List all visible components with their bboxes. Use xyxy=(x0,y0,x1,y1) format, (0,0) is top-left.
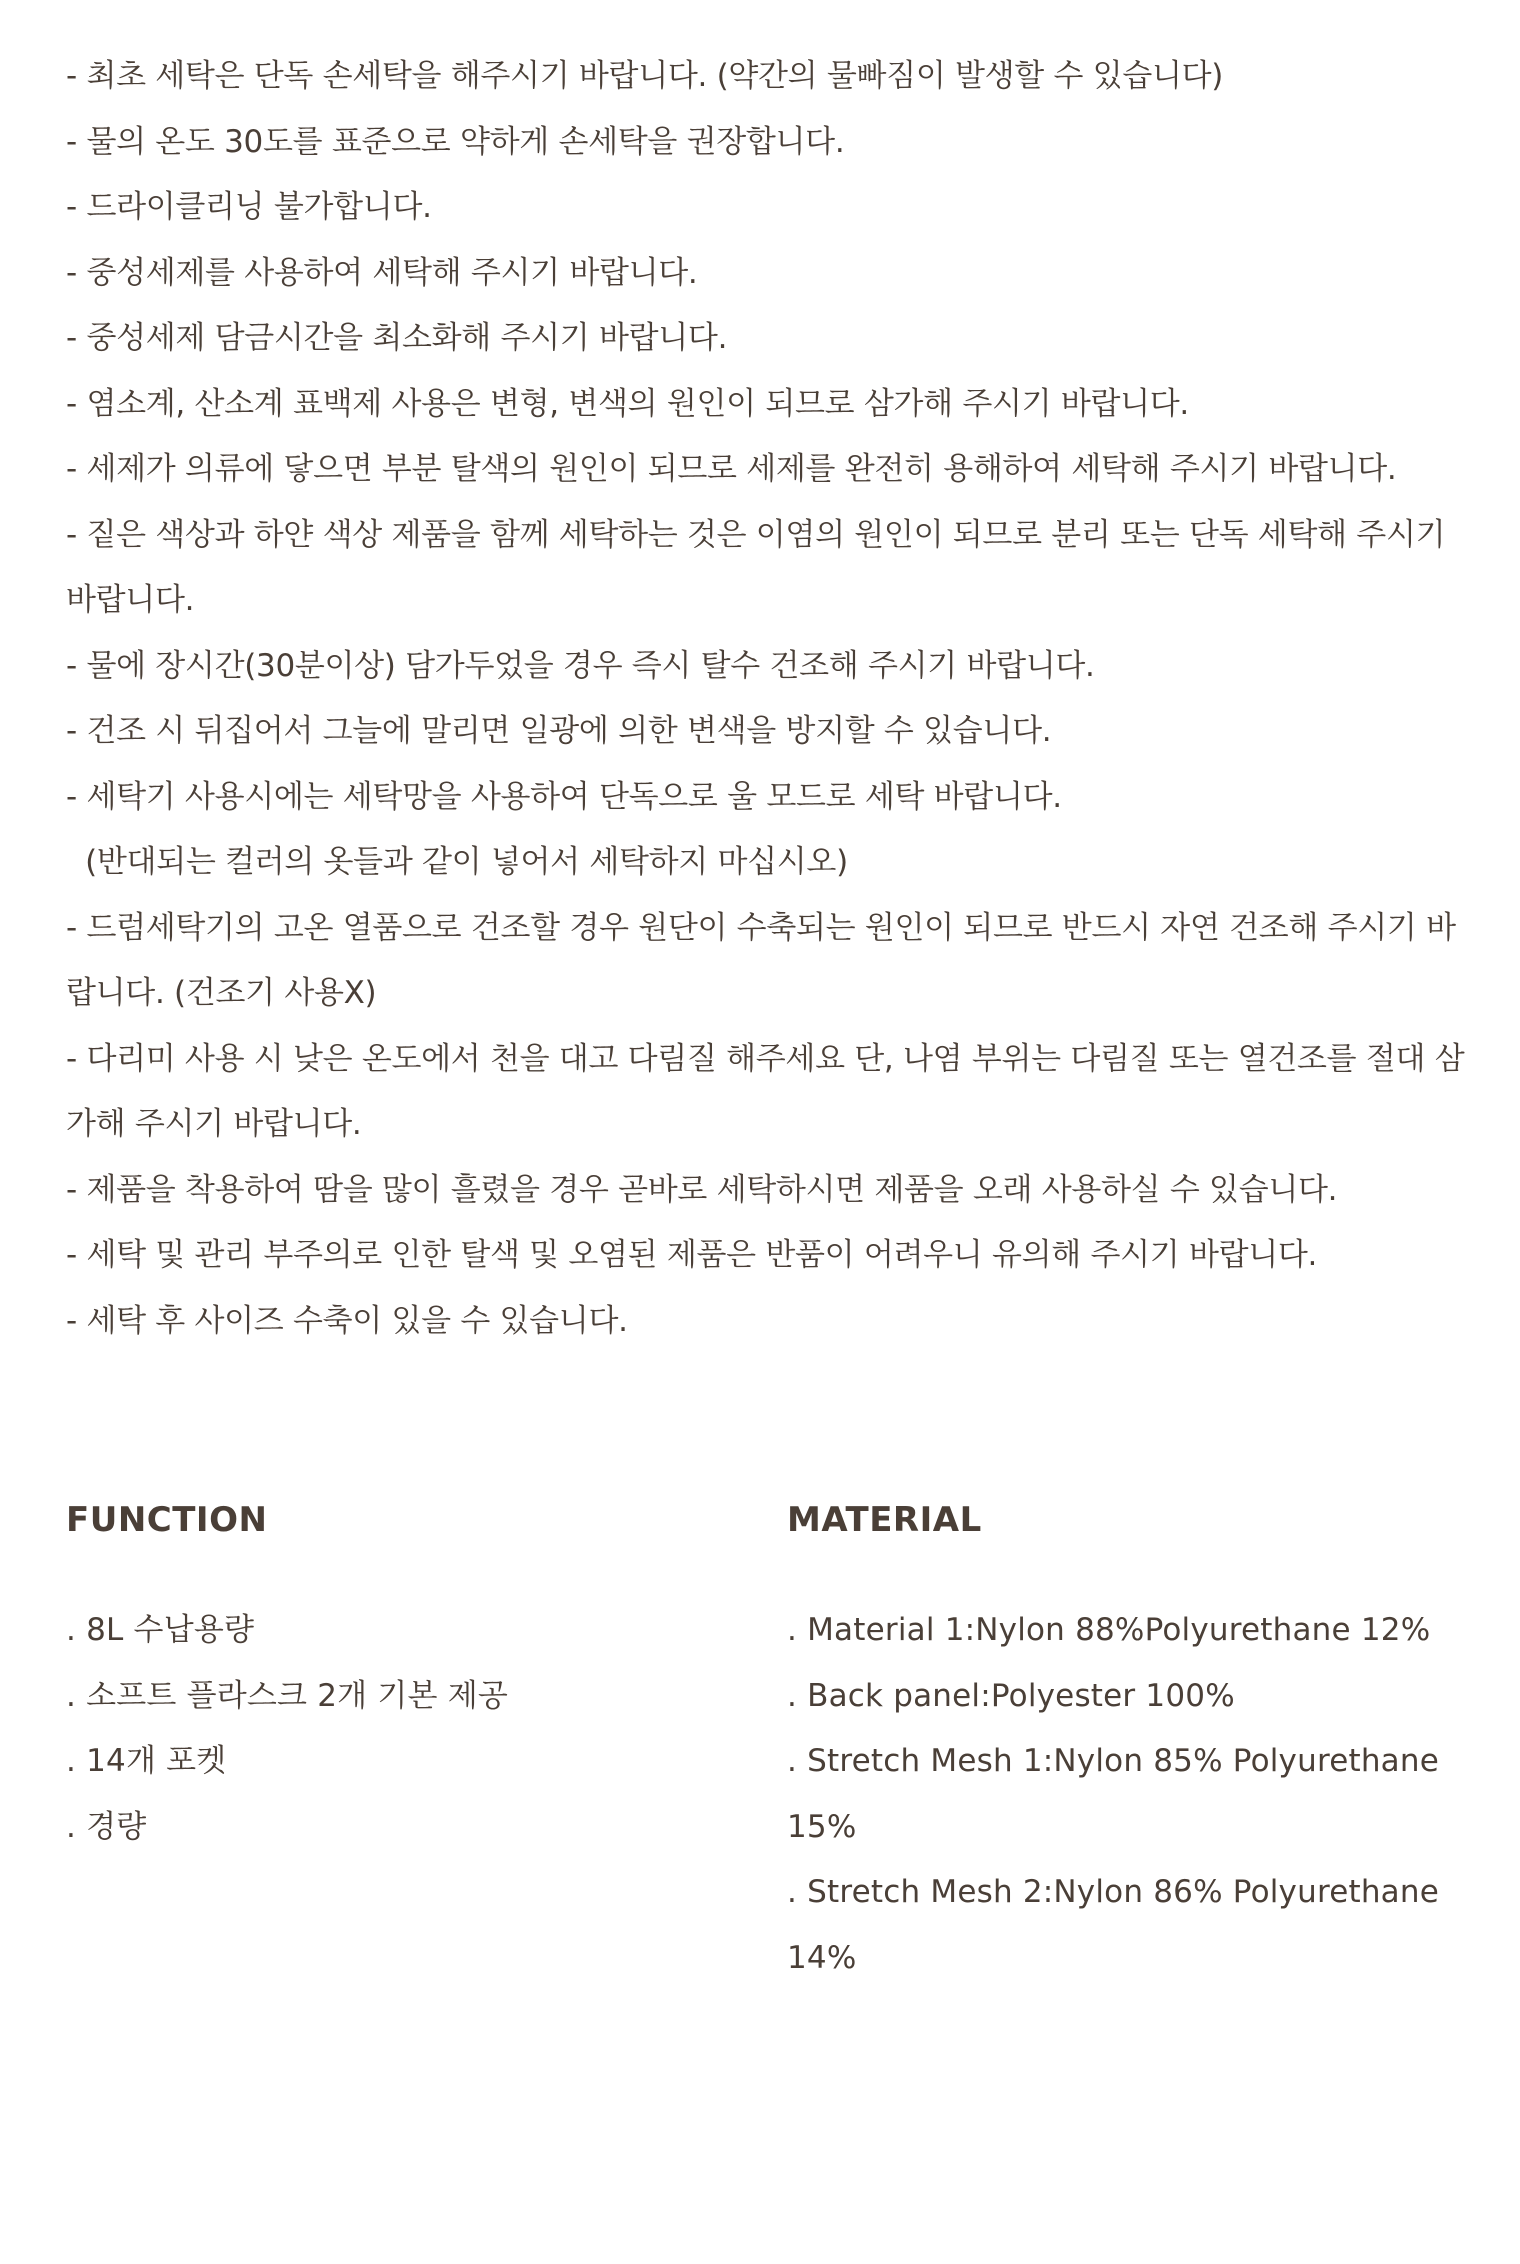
material-item: 15% xyxy=(787,1808,857,1845)
care-line: - 세탁 및 관리 부주의로 인한 탈색 및 오염된 제품은 반품이 어려우니 유의해 주시기 바랍니다. xyxy=(66,1237,1318,1273)
care-line: - 염소계, 산소계 표백제 사용은 변형, 변색의 원인이 되므로 삼가해 주시기 바랍니다. xyxy=(66,385,1189,422)
material-item: 14% xyxy=(787,1939,857,1976)
material-item: . Stretch Mesh 1:Nylon 85% Polyurethane xyxy=(787,1743,1440,1779)
care-line: - 물에 장시간(30분이상) 담가두었을 경우 즉시 탈수 건조해 주시기 바랍니다. xyxy=(66,647,1095,684)
care-line: 랍니다. (건조기 사용X) xyxy=(66,975,377,1011)
material-item: . Stretch Mesh 2:Nylon 86% Polyurethane xyxy=(787,1874,1440,1910)
care-line: - 짙은 색상과 하얀 색상 제품을 함께 세탁하는 것은 이염의 원인이 되므로 분리 또는 단독 세탁해 주시기 xyxy=(66,516,1446,553)
function-item: . 소프트 플라스크 2개 기본 제공 xyxy=(66,1677,508,1714)
care-line: - 최초 세탁은 단독 손세탁을 해주시기 바랍니다. (약간의 물빠짐이 발생할 수 있습니다) xyxy=(66,58,1224,94)
care-line: - 드라이클리닝 불가합니다. xyxy=(66,189,432,225)
care-line: (반대되는 컬러의 옷들과 같이 넣어서 세탁하지 마십시오) xyxy=(66,844,848,880)
material-item: . Material 1:Nylon 88%Polyurethane 12% xyxy=(787,1612,1431,1648)
function-item: . 14개 포켓 xyxy=(66,1743,227,1779)
care-line: - 세탁기 사용시에는 세탁망을 사용하여 단독으로 울 모드로 세탁 바랍니다. xyxy=(66,778,1062,815)
care-line: - 세제가 의류에 닿으면 부분 탈색의 원인이 되므로 세제를 완전히 용해하여 세탁해 주시기 바랍니다. xyxy=(66,451,1397,487)
care-line: - 드럼세탁기의 고온 열품으로 건조할 경우 원단이 수축되는 원인이 되므로 반드시 자연 건조해 주시기 바 xyxy=(66,909,1456,946)
care-line: 바랍니다. xyxy=(66,582,195,618)
function-heading: FUNCTION xyxy=(66,1500,268,1540)
material-heading: MATERIAL xyxy=(787,1500,982,1540)
care-line: - 물의 온도 30도를 표준으로 약하게 손세탁을 권장합니다. xyxy=(66,123,845,160)
care-line: - 중성세제 담금시간을 최소화해 주시기 바랍니다. xyxy=(66,320,728,356)
care-instructions xyxy=(66,44,1466,1354)
care-line: - 제품을 착용하여 땀을 많이 흘렸을 경우 곧바로 세탁하시면 제품을 오래 사용하실 수 있습니다. xyxy=(66,1171,1338,1208)
function-list xyxy=(66,1598,746,1860)
function-item: . 8L 수납용량 xyxy=(66,1612,255,1648)
function-item: . 경량 xyxy=(66,1808,147,1845)
care-line: - 건조 시 뒤집어서 그늘에 말리면 일광에 의한 변색을 방지할 수 있습니다. xyxy=(66,713,1052,749)
care-line: - 중성세제를 사용하여 세탁해 주시기 바랍니다. xyxy=(66,254,698,291)
material-item: . Back panel:Polyester 100% xyxy=(787,1677,1235,1714)
material-list xyxy=(787,1598,1487,1991)
care-line: - 세탁 후 사이즈 수축이 있을 수 있습니다. xyxy=(66,1302,628,1339)
care-line: - 다리미 사용 시 낮은 온도에서 천을 대고 다림질 해주세요 단, 나염 부위는 다림질 또는 열건조를 절대 삼 xyxy=(66,1040,1465,1077)
care-line: 가해 주시기 바랍니다. xyxy=(66,1106,362,1142)
